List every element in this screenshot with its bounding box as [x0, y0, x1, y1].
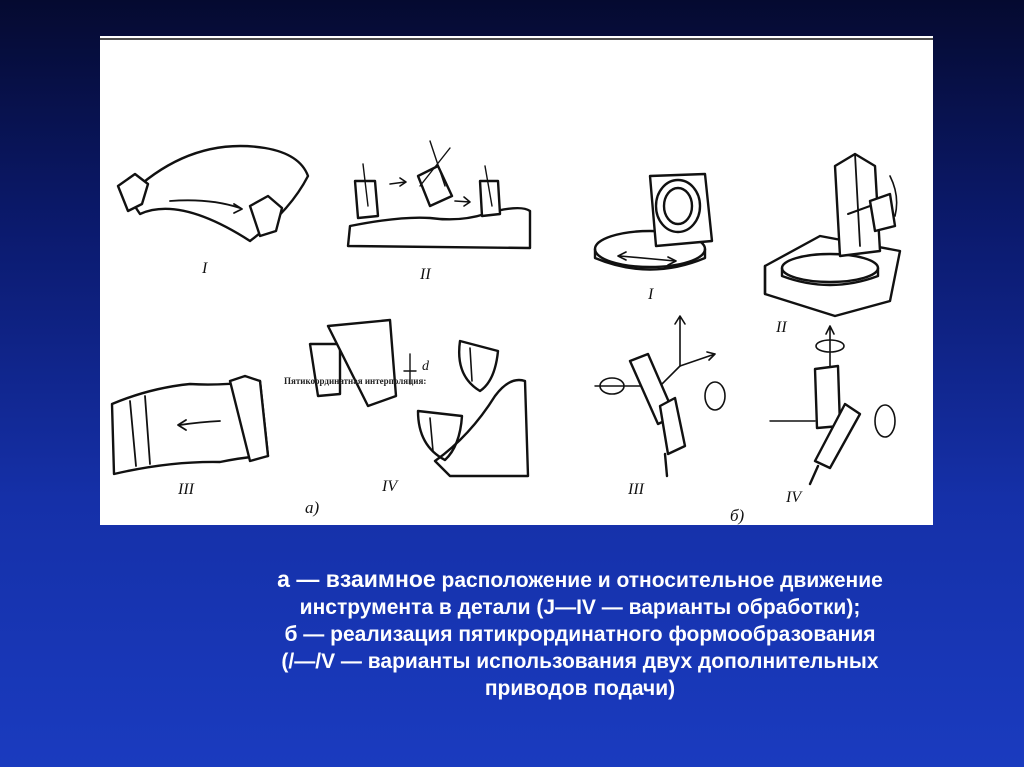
- label-b-I: I: [648, 286, 654, 303]
- overlay-label: Пятикоординатная интерполяция:: [284, 376, 427, 386]
- sketch-b-II: [765, 154, 900, 316]
- caption-line-1-rest: расположение и относительное движение: [435, 569, 883, 592]
- caption-line-4: (/—/V — варианты использования двух дополнительных: [281, 650, 879, 673]
- label-a-III: III: [178, 481, 194, 498]
- sketch-a-III: [112, 376, 268, 474]
- sketch-a-IV: [310, 320, 528, 476]
- sketch-b-IV: [770, 326, 895, 484]
- machining-diagram: [100, 36, 933, 525]
- label-b-II: II: [776, 319, 787, 336]
- label-a-d: d: [422, 359, 429, 374]
- sketch-a-I: [118, 146, 308, 241]
- figure-caption: [200, 566, 960, 702]
- caption-line-3: б — реализация пятикрординатного формообразования: [284, 623, 876, 646]
- label-b-III: III: [628, 481, 644, 498]
- caption-line-5: приводов подачи): [484, 677, 676, 700]
- label-a-panel: а): [305, 498, 320, 517]
- label-a-IV: IV: [382, 478, 398, 495]
- label-a-II: II: [420, 266, 431, 283]
- figure-panel: [100, 36, 933, 525]
- caption-line-1-lead: а — взаимное: [277, 566, 436, 592]
- caption-line-1: [200, 566, 960, 594]
- sketch-b-I: [595, 174, 712, 270]
- sketch-b-III: [595, 316, 725, 476]
- sketch-a-II: [348, 141, 530, 248]
- label-b-panel: б): [730, 506, 745, 525]
- label-b-IV: IV: [786, 489, 802, 506]
- label-a-I: I: [202, 260, 208, 277]
- caption-line-2: инструмента в детали (J—IV — варианты обработки);: [299, 596, 861, 619]
